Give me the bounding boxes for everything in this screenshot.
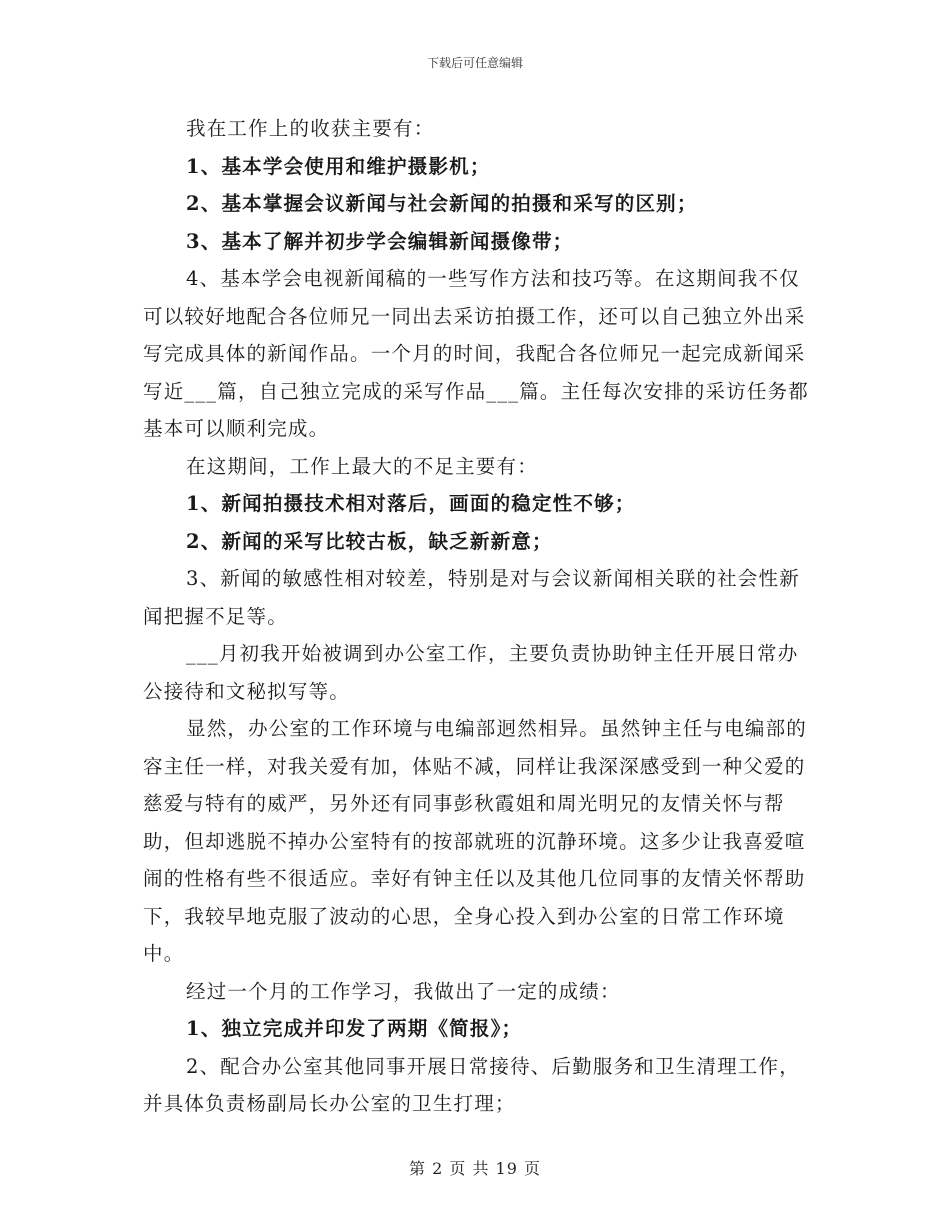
paragraph: 3、基本了解并初步学会编辑新闻摄像带；: [186, 229, 574, 253]
paragraph: 2、基本掌握会议新闻与社会新闻的拍摄和采写的区别；: [186, 192, 698, 215]
paragraph: 显然，办公室的工作环境与电编部迥然相异。虽然钟主任与电编部的容主任一样，对我关爱有加，体贴不减，同样让我深深感受到一种父爱的慈爱与特有的威严，另外还有同事彭秋霞姐和周光明兄的友情关怀与帮助，但却逃脱不掉办公室特有的按部就班的沉静环境。这多少让我喜爱喧闹的性格有些不很适应。幸好有钟主任以及其他几位同事的友情关怀帮助下，我较早地克服了波动的心思，全身心投入到办公室的日常工作环境中。: [143, 717, 808, 965]
paragraph: 1、新闻拍摄技术相对落后，画面的稳定性不够；: [186, 492, 636, 515]
paragraph: 2、配合办公室其他同事开展日常接待、后勤服务和卫生清理工作，并具体负责杨副局长办公室的卫生打理；: [143, 1054, 800, 1115]
paragraph: 经过一个月的工作学习，我做出了一定的成绩：: [186, 979, 621, 1003]
paragraph: 4、基本学会电视新闻稿的一些写作方法和技巧等。在这期间我不仅可以较好地配合各位师兄一同出去采访拍摄工作，还可以自己独立外出采写完成具体的新闻作品。一个月的时间，我配合各位师兄一起完成新闻采写近___篇，自己独立完成的采写作品___篇。主任每次安排的采访任务都基本可以顺利完成。: [143, 267, 810, 440]
header-note: 下载后可任意编辑: [426, 56, 523, 70]
paragraph: 1、独立完成并印发了两期《简报》；: [186, 1017, 523, 1040]
paragraph: 在这期间，工作上最大的不足主要有：: [186, 454, 538, 478]
paragraph: ___月初我开始被调到办公室工作，主要负责协助钟主任开展日常办公接待和文秘拟写等。: [143, 642, 799, 703]
paragraph: 我在工作上的收获主要有：: [186, 117, 435, 140]
paragraph: 2、新闻的采写比较古板，缺乏新新意；: [186, 529, 553, 553]
paragraph: 1、基本学会使用和维护摄影机；: [186, 154, 491, 178]
page-number: 第 2 页 共 19 页: [409, 1159, 541, 1178]
document-body: [143, 110, 813, 1123]
paragraph: 3、新闻的敏感性相对较差，特别是对与会议新闻相关联的社会性新闻把握不足等。: [143, 567, 800, 628]
